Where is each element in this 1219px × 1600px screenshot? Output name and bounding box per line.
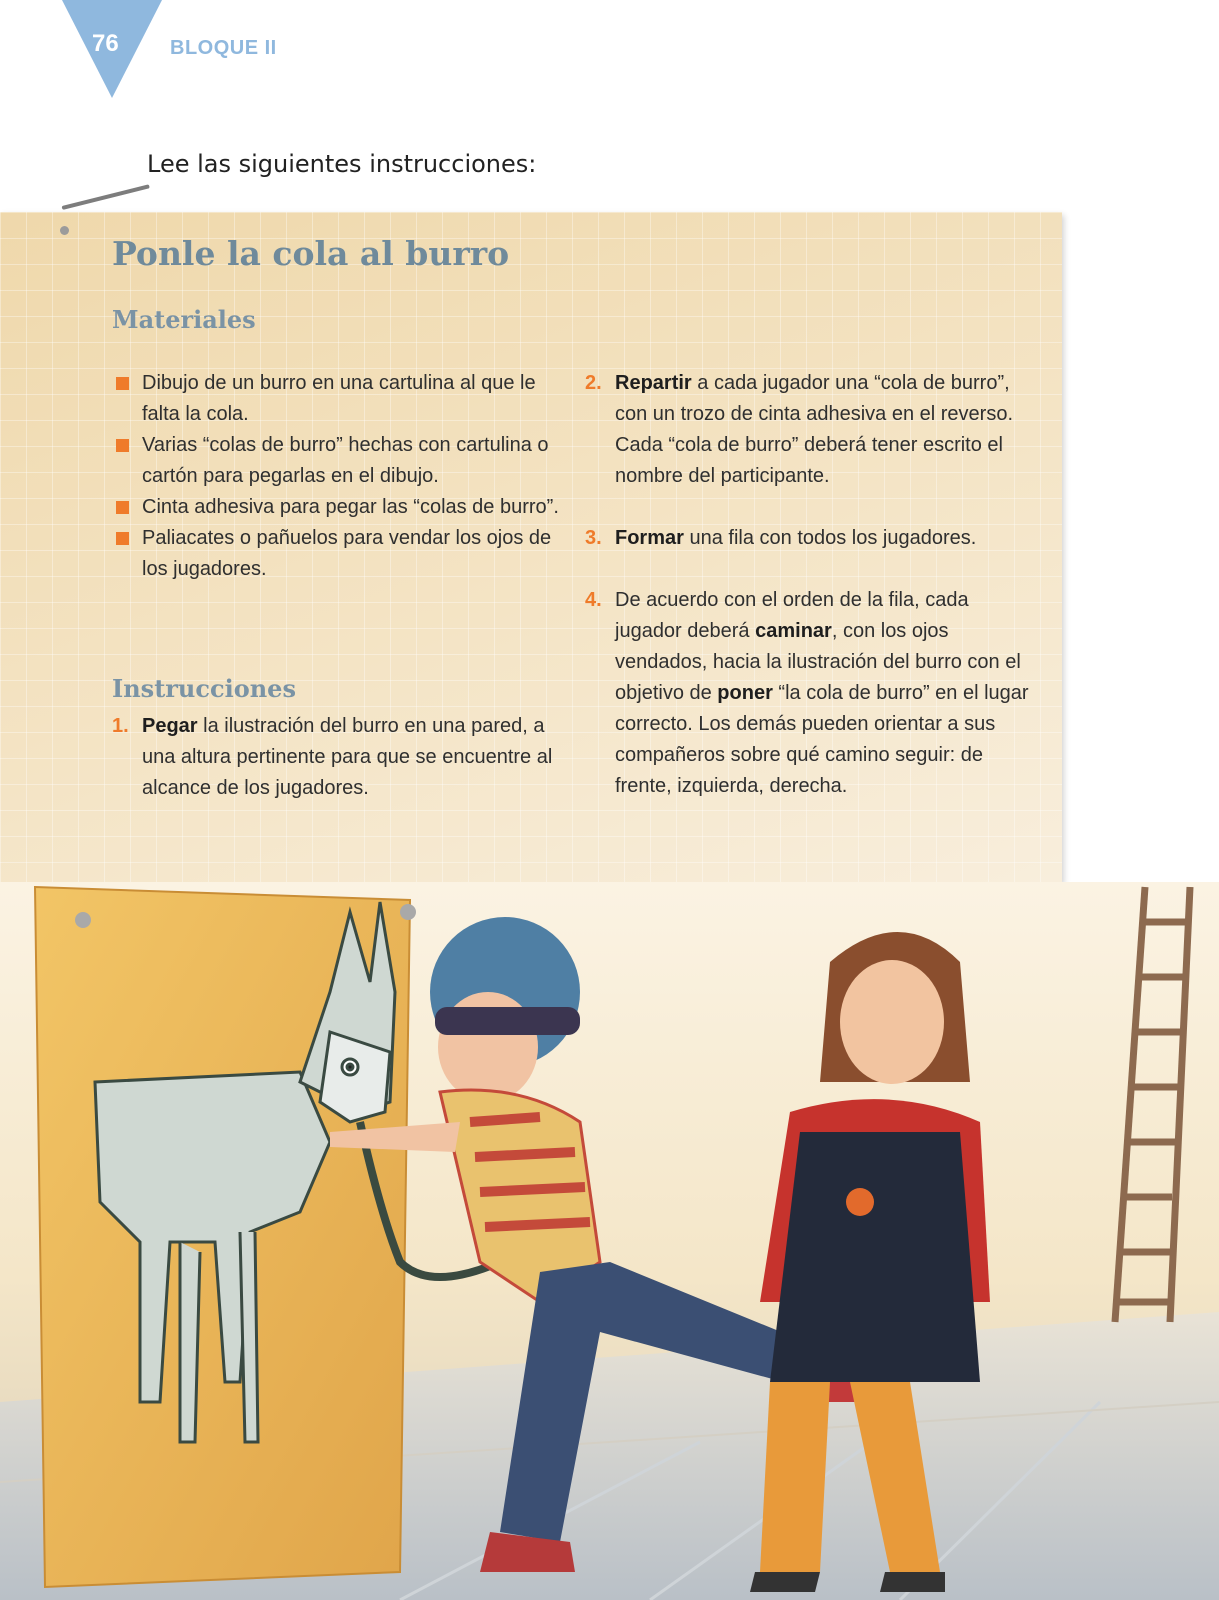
step-3 [585,523,1040,554]
board-pin-icon [75,912,91,928]
step-verb: Repartir [615,372,692,394]
bullet-square-icon [116,532,129,545]
pushpin-head-icon [60,226,69,235]
step-4 [585,585,1040,802]
step-text: , con los ojos vendados, hacia la ilustración del burro con el objetivo de [615,620,1021,704]
material-text: Dibujo de un burro en una cartulina al que le falta la cola. [142,372,536,425]
step-text: “la cola de burro” en el lugar correcto. Los demás pueden orientar a sus compañeros sobre qué camino seguir: de frente, izquierda, derecha. [615,682,1029,797]
material-item [112,430,572,492]
flower-icon [846,1188,874,1216]
step-text: a cada jugador una “cola de burro”, con un trozo de cinta adhesiva en el reverso. Cada “cola de burro” deberá tener escrito el nombre del participante. [615,372,1014,487]
instructions-heading: Instrucciones [112,674,296,703]
step-verb: Pegar [142,715,198,737]
step-verb: Formar [615,527,684,549]
right-column [585,368,1040,802]
step-text: una fila con todos los jugadores. [683,527,977,549]
step-number: 3. [585,527,602,549]
material-text: Paliacates o pañuelos para vendar los ojos de los jugadores. [142,527,552,580]
material-text: Varias “colas de burro” hechas con cartulina o cartón para pegarlas en el dibujo. [142,434,549,487]
step-number: 1. [112,715,129,737]
block-label: BLOQUE II [170,37,277,59]
girl-plaid-pants [760,1382,830,1572]
intro-text: Lee las siguientes instrucciones: [147,150,537,178]
step-verb: poner [717,682,773,704]
board-pin-icon [400,904,416,920]
material-item [112,492,572,523]
left-column [112,368,572,804]
girl-dress [770,1132,980,1382]
step-2 [585,368,1040,492]
bullet-square-icon [116,501,129,514]
step-text: De acuerdo con el orden de la fila, cada jugador deberá [615,589,969,642]
bullet-square-icon [116,439,129,452]
page-number: 76 [92,30,119,57]
step-verb: caminar [755,620,832,642]
bullet-square-icon [116,377,129,390]
blindfold [435,1007,580,1035]
material-item [112,523,572,585]
materials-heading: Materiales [112,305,256,334]
step-text: la ilustración del burro en una pared, a una altura pertinente para que se encuentre al alcance de los jugadores. [142,715,553,799]
step-number: 2. [585,372,602,394]
card-title: Ponle la cola al burro [112,234,510,273]
game-illustration [0,882,1219,1600]
step-1 [112,711,572,804]
material-item [112,368,572,430]
material-text: Cinta adhesiva para pegar las “colas de burro”. [142,496,559,518]
step-number: 4. [585,589,602,611]
pushpin-icon [62,184,150,210]
